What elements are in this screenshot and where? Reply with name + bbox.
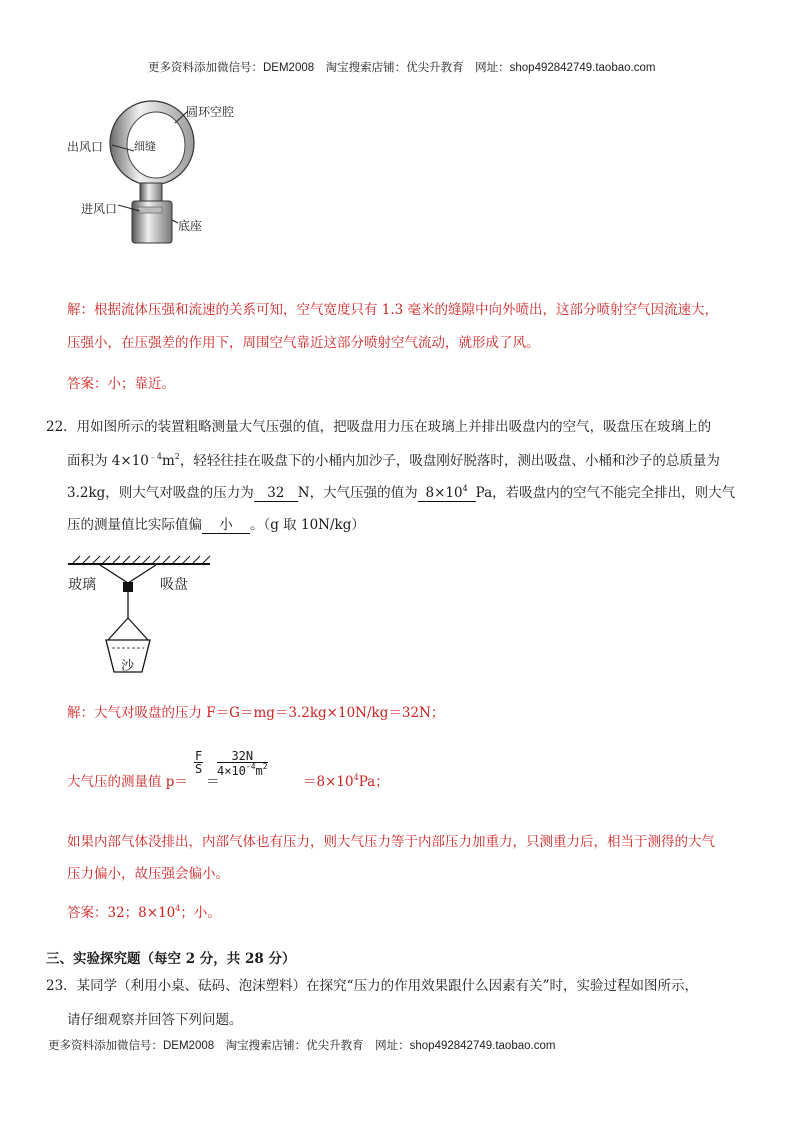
q22-line1: 22．用如图所示的装置粗略测量大气压强的值，把吸盘用力压在玻璃上并排出吸盘内的空气，吸盘压在玻璃上的 <box>46 419 712 435</box>
q22-line3: 3.2kg，则大气对吸盘的压力为 32 N，大气压强的值为 $8\times 10^4$ Pa，若吸盘内的空气不能完全排出，则大气 <box>67 484 736 501</box>
q22-solution-line3: 如果内部气体没排出，内部气体也有压力，则大气压力等于内部压力加重力，只测重力后，相当于测得的大气 <box>67 834 715 850</box>
blank-pressure: $8\times 10^4$ <box>418 487 476 502</box>
label-air-outlet: 出风口 <box>67 140 104 154</box>
q22-line4: 压的测量值比实际值偏 小 。（g 取 10N/kg） <box>67 517 365 533</box>
blank-bias: 小 <box>202 519 250 534</box>
fraction-value: $\frac{32N}{4\times 10^{-4}m^2}$ <box>217 749 268 778</box>
label-air-inlet: 进风口 <box>81 202 118 216</box>
suction-cup-figure <box>60 548 230 688</box>
blank-force: 32 <box>254 487 298 502</box>
q22-answer: 答案：32；$8\times 10^4$；小。 <box>67 904 221 921</box>
q22-solution-line1: 解：大气对吸盘的压力 F＝G＝mg＝3.2kg×10N/kg＝32N； <box>67 705 445 721</box>
q22-solution-line4: 压力偏小，故压强会偏小。 <box>67 866 229 882</box>
label-sand: 沙 <box>121 658 135 673</box>
q21-solution-line1: 解：根据流体压强和流速的关系可知，空气宽度只有 1.3 毫米的缝隙中向外喷出，这部分喷射空气因流速大， <box>67 302 719 318</box>
label-glass: 玻璃 <box>68 576 96 592</box>
fraction-f-over-s: $\frac{F}{S}$ <box>195 749 203 776</box>
page-footer: 更多资料添加微信号：DEM2008 淘宝搜索店铺：优尖升教育 网址：shop492842749.taobao.com <box>48 1040 556 1052</box>
q23-line1: 23．某同学（利用小桌、砝码、泡沫塑料）在探究“压力的作用效果跟什么因素有关”时，实验过程如图所示， <box>46 978 698 994</box>
section-title: 三、实验探究题（每空 2 分，共 28 分） <box>46 951 296 967</box>
q22-line2: 面积为 $4\times 10^{﹣4}m^2$，轻轻往挂在吸盘下的小桶内加沙子，吸盘刚好脱落时，测出吸盘、小桶和沙子的总质量为 <box>67 452 720 469</box>
label-ring-cavity: 圆环空腔 <box>186 105 235 119</box>
label-base: 底座 <box>178 219 203 233</box>
suction-cup-illustration <box>60 548 230 688</box>
q23-line2: 请仔细观察并回答下列问题。 <box>67 1012 243 1028</box>
q21-solution-line2: 压强小，在压强差的作用下，周围空气靠近这部分喷射空气流动，就形成了风。 <box>67 335 540 351</box>
label-suction-cup: 吸盘 <box>160 576 188 592</box>
label-slit: 细缝 <box>134 141 156 153</box>
q21-answer: 答案：小；靠近。 <box>67 376 175 392</box>
page-header: 更多资料添加微信号：DEM2008 淘宝搜索店铺：优尖升教育 网址：shop492842749.taobao.com <box>148 62 656 74</box>
